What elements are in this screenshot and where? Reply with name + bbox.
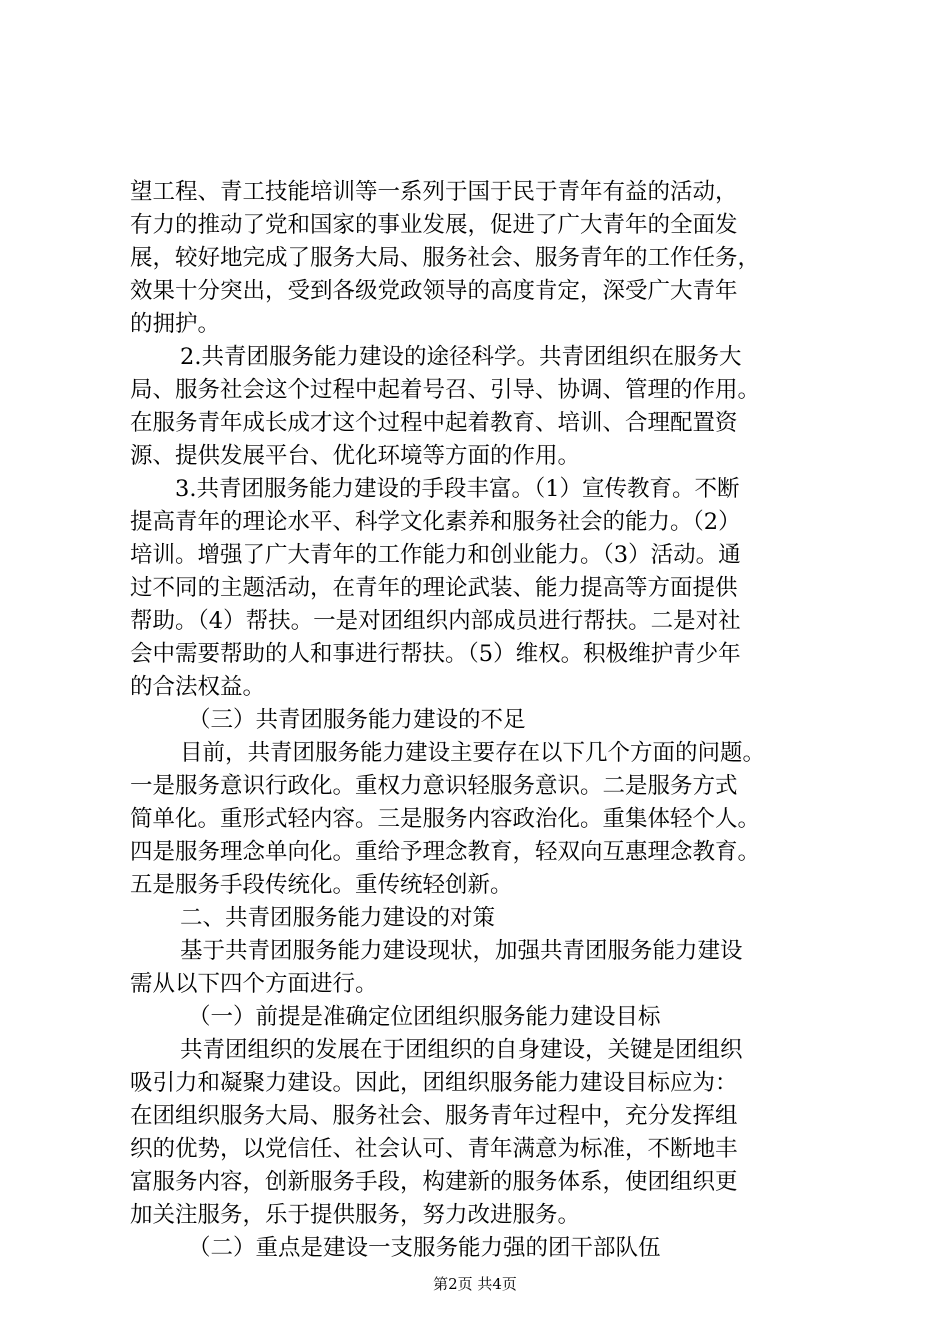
text-line: 培训。增强了广大青年的工作能力和创业能力。（3）活动。通 (130, 542, 741, 568)
text-line: 展，较好地完成了服务大局、服务社会、服务青年的工作任务， (130, 245, 761, 271)
paragraph-first-line: 基于共青团服务能力建设现状，加强共青团服务能力建设 (180, 938, 743, 964)
section-heading: （三）共青团服务能力建设的不足 (188, 707, 526, 733)
page-number-footer: 第2页 共4页 (433, 1275, 517, 1293)
section-heading: （二）重点是建设一支服务能力强的团干部队伍 (188, 1235, 661, 1261)
text-line: 源、提供发展平台、优化环境等方面的作用。 (130, 443, 581, 469)
text-line: 过不同的主题活动，在青年的理论武装、能力提高等方面提供 (130, 575, 738, 601)
section-heading: （一）前提是准确定位团组织服务能力建设目标 (188, 1004, 661, 1030)
text-line: 的拥护。 (130, 311, 221, 337)
text-line: 一是服务意识行政化。重权力意识轻服务意识。二是服务方式 (130, 773, 738, 799)
text-line: 加关注服务，乐于提供服务，努力改进服务。 (130, 1202, 581, 1228)
document-body (130, 176, 830, 1265)
text-line: 吸引力和凝聚力建设。因此，团组织服务能力建设目标应为： (130, 1070, 738, 1096)
text-line: 局、服务社会这个过程中起着号召、引导、协调、管理的作用。 (130, 377, 761, 403)
text-line: 提高青年的理论水平、科学文化素养和服务社会的能力。（2） (130, 509, 741, 535)
section-heading: 二、共青团服务能力建设的对策 (180, 905, 496, 931)
paragraph-first-line: 共青团组织的发展在于团组织的自身建设，关键是团组织 (180, 1037, 743, 1063)
text-line: 四是服务理念单向化。重给予理念教育，轻双向互惠理念教育。 (130, 839, 761, 865)
text-line: 在服务青年成长成才这个过程中起着教育、培训、合理配置资 (130, 410, 738, 436)
paragraph-first-line: 目前，共青团服务能力建设主要存在以下几个方面的问题。 (180, 740, 766, 766)
paragraph-first-line: 3.共青团服务能力建设的手段丰富。（1）宣传教育。不断 (175, 476, 740, 502)
paragraph-first-line: 2.共青团服务能力建设的途径科学。共青团组织在服务大 (180, 344, 742, 370)
text-line: 帮助。（4）帮扶。一是对团组织内部成员进行帮扶。二是对社 (130, 608, 741, 634)
text-line: 需从以下四个方面进行。 (130, 971, 378, 997)
text-line: 简单化。重形式轻内容。三是服务内容政治化。重集体轻个人。 (130, 806, 761, 832)
text-line: 织的优势，以党信任、社会认可、青年满意为标准，不断地丰 (130, 1136, 738, 1162)
text-line: 会中需要帮助的人和事进行帮扶。（5）维权。积极维护青少年 (130, 641, 741, 667)
text-line: 有力的推动了党和国家的事业发展，促进了广大青年的全面发 (130, 212, 738, 238)
text-line: 在团组织服务大局、服务社会、服务青年过程中，充分发挥组 (130, 1103, 738, 1129)
text-line: 望工程、青工技能培训等一系列于国于民于青年有益的活动， (130, 179, 738, 205)
text-line: 的合法权益。 (130, 674, 266, 700)
text-line: 富服务内容，创新服务手段，构建新的服务体系，使团组织更 (130, 1169, 738, 1195)
text-line: 效果十分突出，受到各级党政领导的高度肯定，深受广大青年 (130, 278, 738, 304)
text-line: 五是服务手段传统化。重传统轻创新。 (130, 872, 513, 898)
